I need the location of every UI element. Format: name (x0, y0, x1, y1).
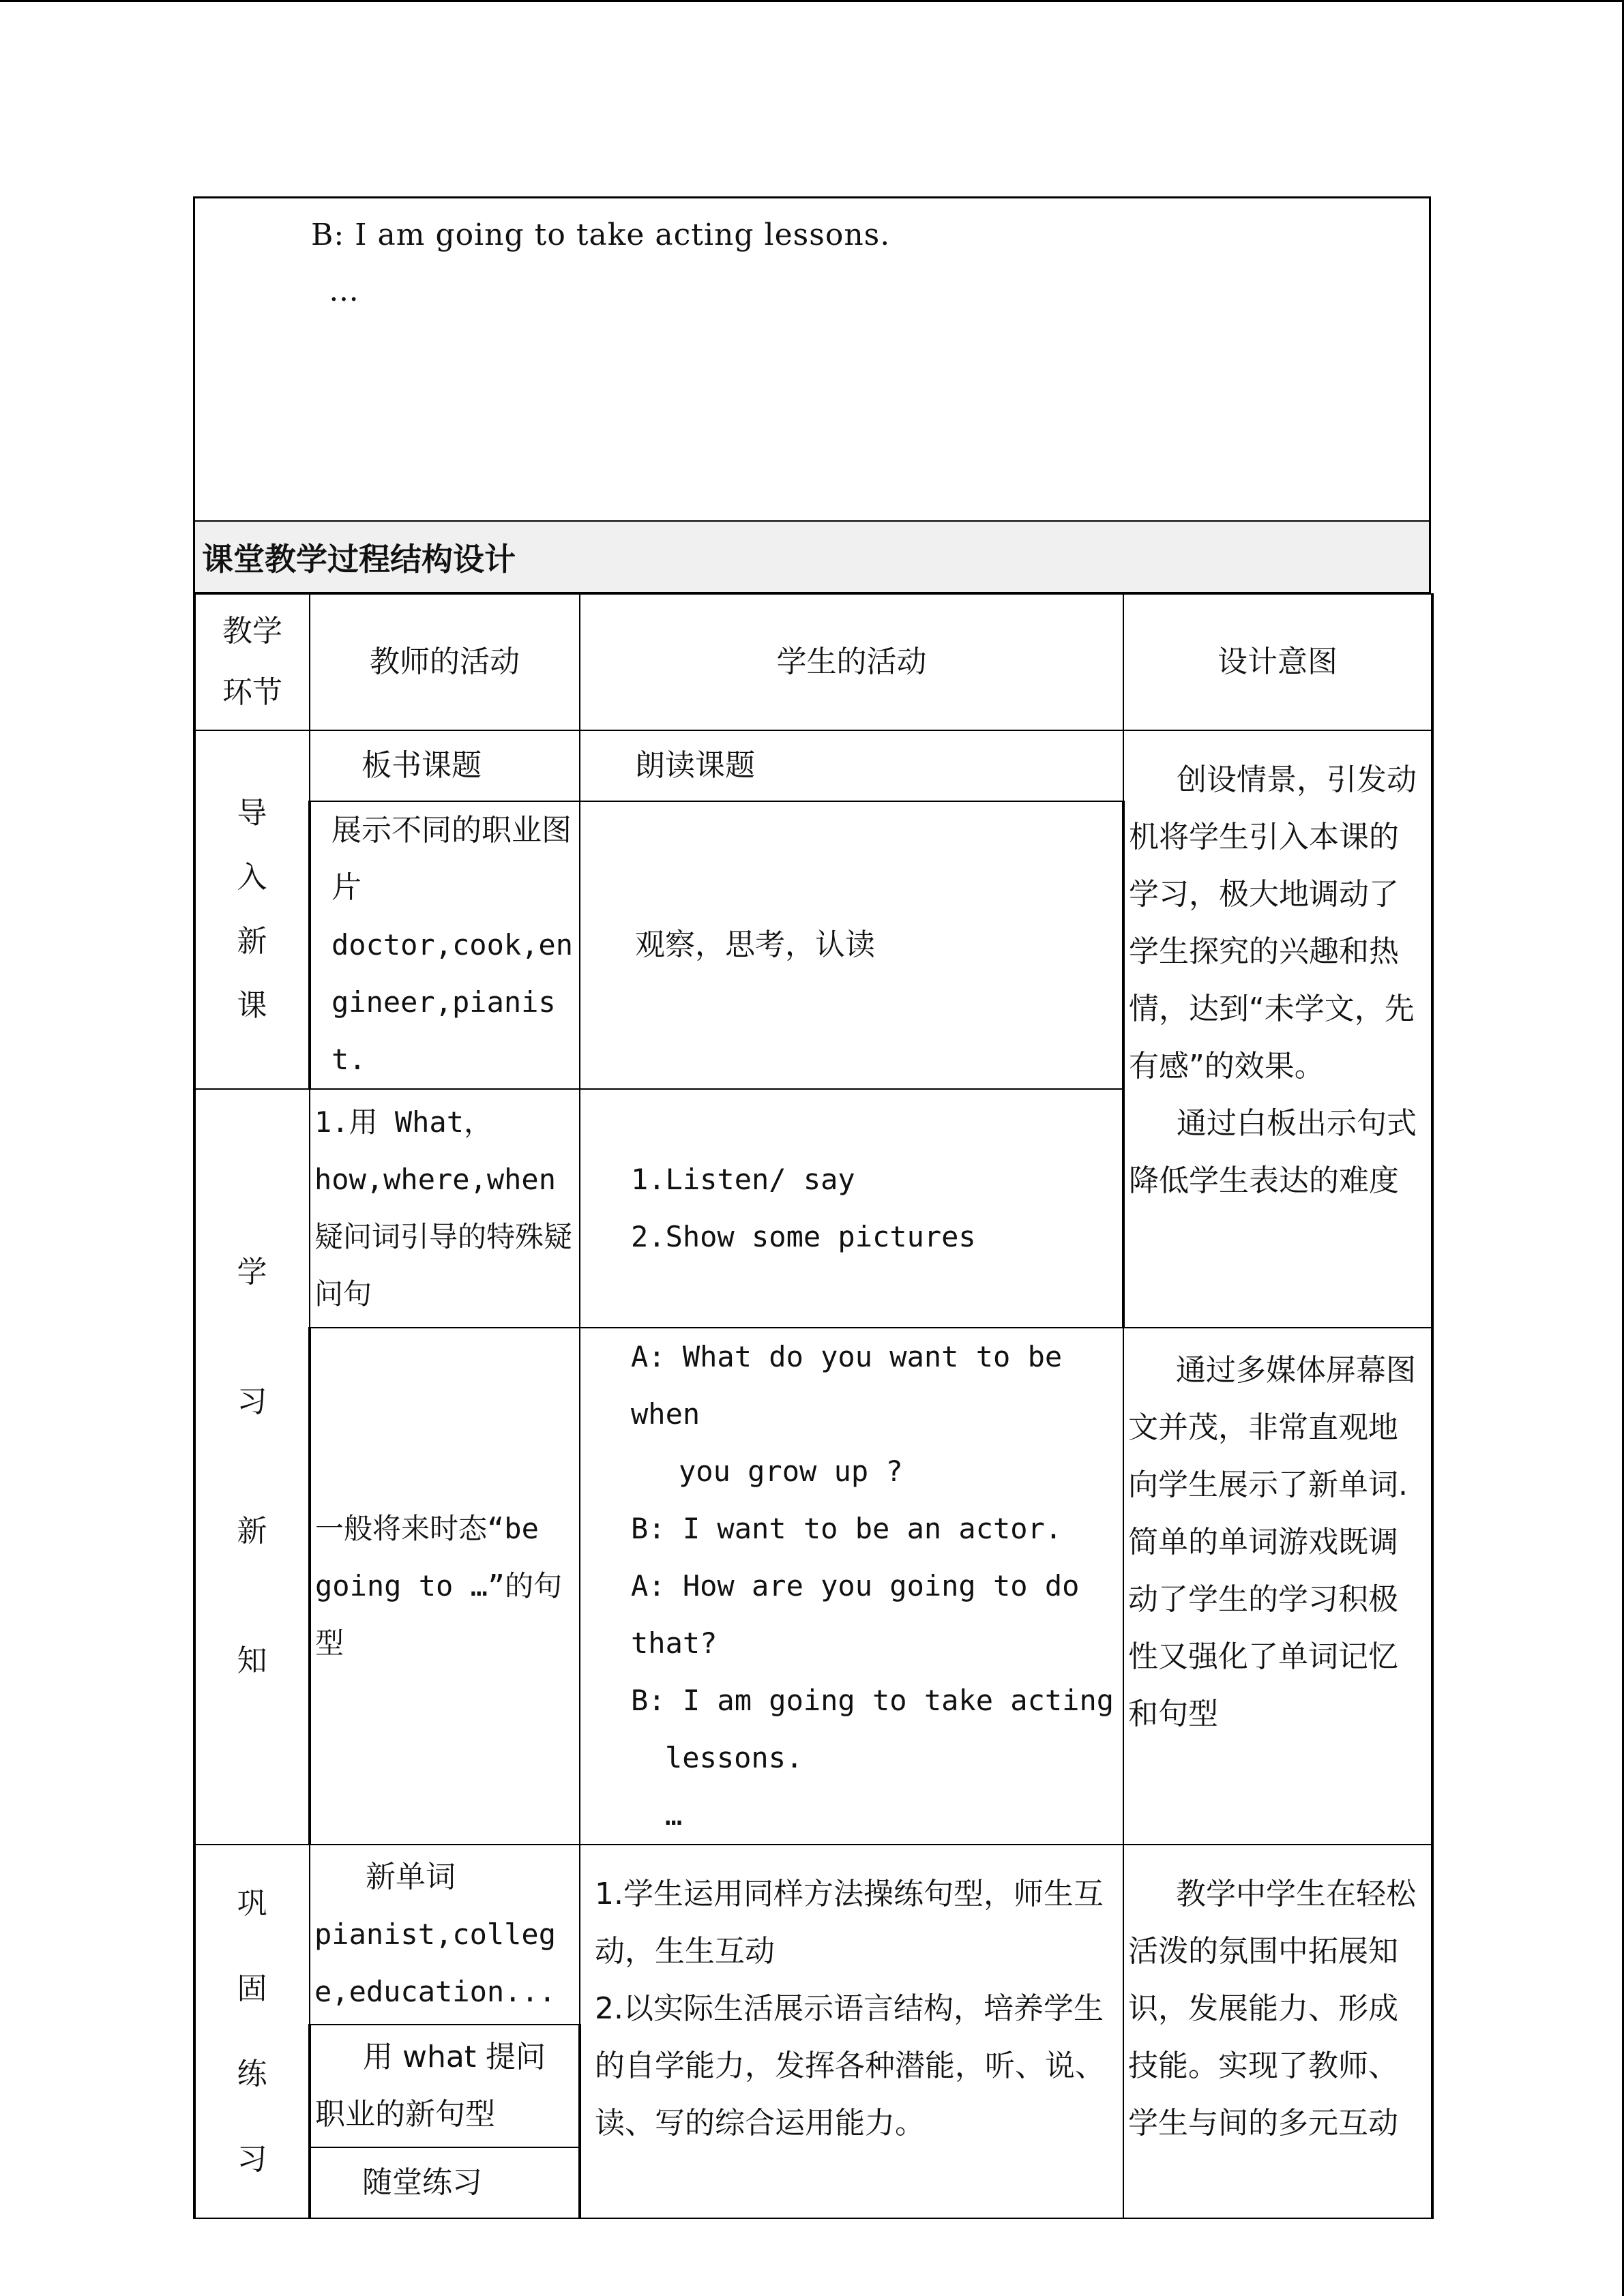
table-row (194, 1845, 1432, 2025)
section-title: 课堂教学过程结构设计 (193, 522, 1431, 593)
lesson-structure-table (193, 593, 1434, 2219)
dialogue-ellipsis: … (329, 273, 359, 308)
stage-intro: 导入新课 (194, 730, 310, 1089)
practice-teacher-2: 用 what 提问职业的新句型 (310, 2025, 580, 2147)
practice-teacher-1: 新单词 pianist,college,education... (310, 1845, 580, 2025)
learn-student-2: A: What do you want to be when you grow up ? B: I want to be an actor. A: How are you going to do that? B: I am going to take acting lessons. … (580, 1328, 1123, 1845)
dialogue-continuation-box (193, 196, 1431, 522)
table-header-row (194, 594, 1432, 730)
intro-intent: 创设情景，引发动机将学生引入本课的学习，极大地调动了学生探究的兴趣和热情，达到“未学文，先有感”的效果。 通过白板出示句式降低学生表达的难度 (1123, 730, 1432, 1328)
intro-teacher-1: 板书课题 (310, 730, 580, 801)
dialogue-line: B: I am going to take acting lessons. (311, 218, 891, 252)
intro-student-2: 观察，思考，认读 (580, 801, 1123, 1089)
table-row (194, 730, 1432, 801)
document-body (193, 196, 1431, 2219)
practice-student: 1.学生运用同样方法操练句型，师生互动，生生互动 2.以实际生活展示语言结构，培养学生的自学能力，发挥各种潜能，听、说、读、写的综合运用能力。 (580, 1845, 1123, 2218)
header-intent: 设计意图 (1123, 594, 1432, 730)
learn-teacher-1: 1.用 What，how,where,when 疑问词引导的特殊疑问句 (310, 1089, 580, 1328)
stage-learn: 学习新知 (194, 1089, 310, 1845)
header-student: 学生的活动 (580, 594, 1123, 730)
page-top-border (0, 0, 1624, 2)
header-teacher: 教师的活动 (310, 594, 580, 730)
intro-teacher-2: 展示不同的职业图片 doctor,cook,engineer,pianist. (310, 801, 580, 1089)
practice-intent: 教学中学生在轻松活泼的氛围中拓展知识，发展能力、形成技能。实现了教师、学生与间的多元互动 (1123, 1845, 1432, 2218)
header-stage: 教学环节 (194, 594, 310, 730)
practice-teacher-3: 随堂练习 (310, 2147, 580, 2218)
table-row (194, 1328, 1432, 1845)
learn-student-1: 1.Listen/ say 2.Show some pictures (580, 1089, 1123, 1328)
intro-student-1: 朗读课题 (580, 730, 1123, 801)
stage-practice: 巩固练习 (194, 1845, 310, 2218)
learn-teacher-2: 一般将来时态“be going to …”的句型 (310, 1328, 580, 1845)
learn-intent: 通过多媒体屏幕图文并茂，非常直观地向学生展示了新单词.简单的单词游戏既调动了学生的学习积极性又强化了单词记忆和句型 (1123, 1328, 1432, 1845)
